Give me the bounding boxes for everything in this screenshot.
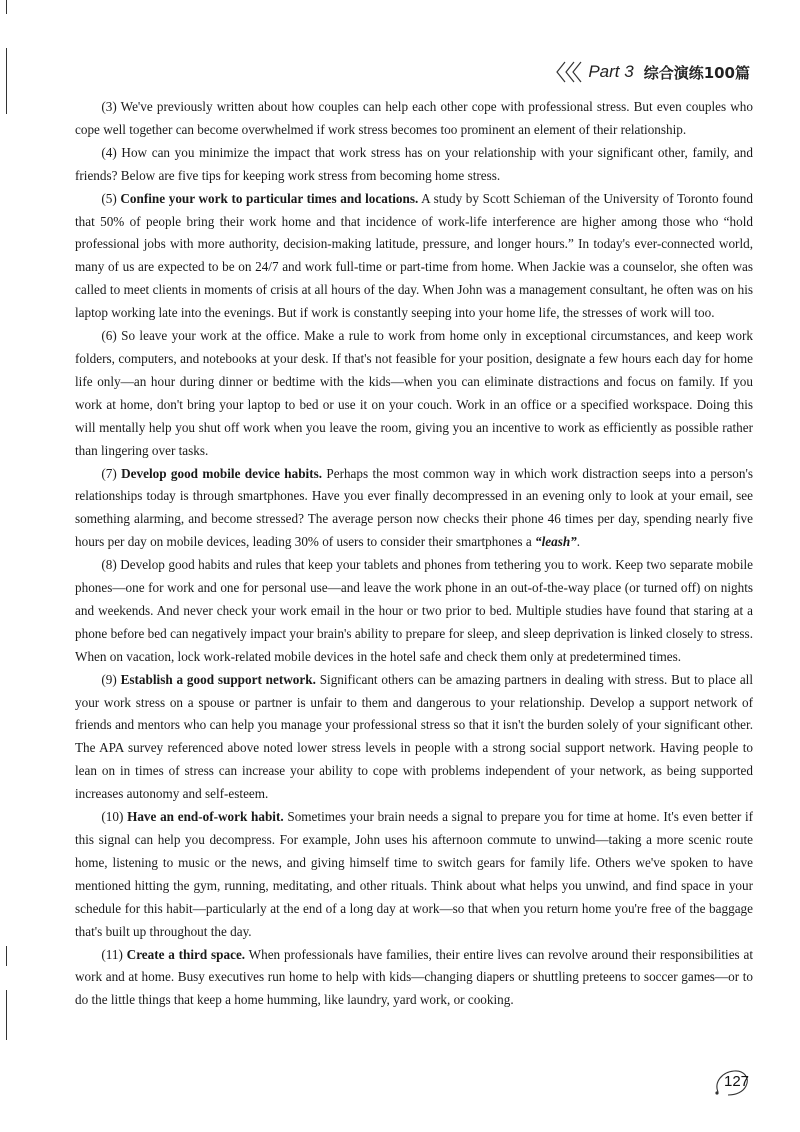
binding-mark xyxy=(6,946,7,966)
page-number: 127 xyxy=(724,1073,750,1090)
chevron-ornament-icon xyxy=(556,60,582,84)
page-number-badge xyxy=(712,1068,752,1098)
tip-heading: Have an end-of-work habit. xyxy=(123,809,284,825)
paragraph-text: Significant others can be amazing partners in dealing with stress. But to place all your work stress on a spouse or partner is unfair to them and dangerous to your relationship. Develop a support network of friends and mentors who can help you manage your professional stress so that it isn't the burden solely of your significant other. The APA survey referenced above noted lower stress levels in people with a strong social support network. Having people to lean on in times of stress can increase your ability to cope with problems independent of your network, as being supported increases autonomy and self-esteem. xyxy=(75,671,754,802)
paragraph-10 xyxy=(75,806,753,943)
paragraph-number: (9) xyxy=(101,671,117,687)
paragraph-number: (6) xyxy=(101,328,117,344)
paragraph-number: (5) xyxy=(101,190,117,206)
paragraph-text: Develop good habits and rules that keep your tablets and phones from tethering you to work. Keep two separate mobile phones—one for work and one for personal use—and leave the work phone in an out-of-the-way place (or turned off) on nights and weekends. And never check your work email in the hour or two prior to bed. Multiple studies have found that staring at a phone before bed can negatively impact your brain's ability to prepare for sleep, and sleep deprivation is linked closely to stress. When on vacation, lock work-related mobile devices in the hotel safe and check them only at predetermined times. xyxy=(75,557,753,664)
paragraph-number: (3) xyxy=(101,99,117,114)
article-body xyxy=(75,96,753,1012)
paragraph-4 xyxy=(75,142,753,188)
book-title: 综合演练100篇 xyxy=(643,63,750,82)
paragraph-text: Perhaps the most common way in which work distraction seeps into a person's relationships today is through smartphones. Have you ever finally decompressed in an evening only to look at your email, see something alarming, and become stressed? The average person now checks their phone 46 times per day, spending nearly five hours per day on mobile devices, leading 30% of users to consider their smartphones a xyxy=(75,465,753,550)
paragraph-text: How can you minimize the impact that work stress has on your relationship with your significant other, family, and friends? Below are five tips for keeping work stress from becoming home stress. xyxy=(75,144,753,183)
paragraph-number: (8) xyxy=(101,557,117,573)
tip-heading: Create a third space. xyxy=(122,946,246,962)
paragraph-text: We've previously written about how couples can help each other cope with professional stress. But even couples who cope well together can become overwhelmed if work stress becomes too prominent an element of their relationship. xyxy=(75,99,753,137)
binding-mark xyxy=(6,0,7,14)
paragraph-text: A study by Scott Schieman of the University of Toronto found that 50% of people bring their work home and that incidence of work-life interference are higher among those who “hold professional jobs with more authority, decision-making latitude, pressure, and longer hours.” In today's ever-connected world, many of us are expected to be on 24/7 and work full-time or part-time from home. When Jackie was a counselor, she often was called to meet clients in moments of crisis at all hours of the day. When John was a management consultant, he often was on his laptop working late into the evenings. But if work is constantly seeping into your home life, the stresses of work will too. xyxy=(75,190,753,321)
paragraph-number: (7) xyxy=(101,465,117,481)
paragraph-7 xyxy=(75,463,753,555)
paragraph-tail: . xyxy=(576,534,581,550)
part-label: Part 3 xyxy=(588,62,634,81)
tip-heading: Develop good mobile device habits. xyxy=(116,465,323,481)
paragraph-text: When professionals have families, their entire lives can revolve around their responsibilities at work and at home. Busy executives run home to help with kids—changing diapers or shuttling preteens to soccer games—or to do the little things that keep a home humming, like laundry, yard work, or cooking. xyxy=(75,946,753,1008)
paragraph-11 xyxy=(75,944,753,1013)
running-header xyxy=(556,60,750,84)
paragraph-9 xyxy=(75,669,753,806)
binding-mark xyxy=(6,990,7,1040)
paragraph-number: (11) xyxy=(101,946,123,962)
emphasis-leash: “leash” xyxy=(534,534,577,550)
paragraph-3 xyxy=(75,96,753,142)
paragraph-6 xyxy=(75,325,753,462)
binding-mark xyxy=(6,48,7,114)
tip-heading: Confine your work to particular times and locations. xyxy=(116,190,419,206)
paragraph-number: (4) xyxy=(101,144,117,160)
paragraph-text: So leave your work at the office. Make a rule to work from home only in exceptional circumstances, and keep work folders, computers, and notebooks at your desk. If that's not feasible for your position, designate a few hours each day for home life only—an hour during dinner or bedtime with the kids—when you can eliminate distractions and focus on family. If you work at home, don't bring your laptop to bed or use it on your couch. Work in an office or a specified workspace. Doing this will mentally help you shut off work when you leave the room, giving you an incentive to work as efficiently as possible rather than lingering over tasks. xyxy=(75,328,753,458)
paragraph-text: Sometimes your brain needs a signal to prepare you for time at home. It's even better if this signal can help you decompress. For example, John uses his afternoon commute to unwind—taking a more scenic route home, listening to music or the news, and giving himself time to switch gears for family life. Others we've spoken to have mentioned hitting the gym, running, meditating, and other rituals. Think about what helps you unwind, and find space in your schedule for this habit—particularly at the end of a long day at work—so that when you return home you're free of the baggage that's built up throughout the day. xyxy=(75,809,753,939)
paragraph-5 xyxy=(75,188,753,325)
tip-heading: Establish a good support network. xyxy=(116,671,316,687)
paragraph-8 xyxy=(75,554,753,669)
paragraph-number: (10) xyxy=(101,809,124,825)
